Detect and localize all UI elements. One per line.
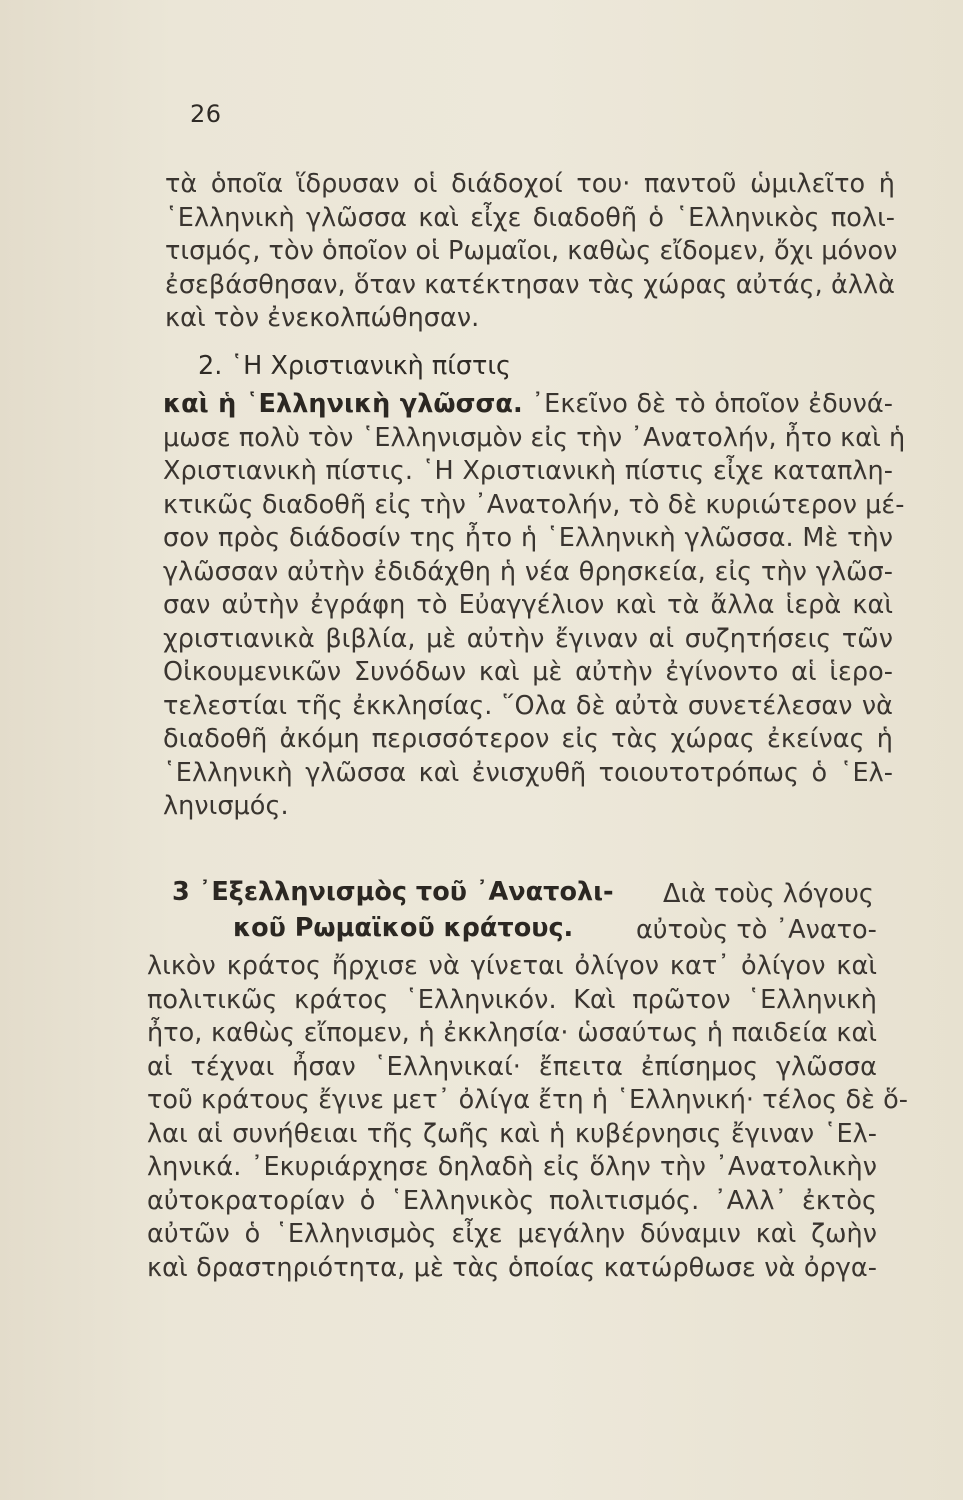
text-line: τὰ ὁποῖα ἵδρυσαν οἱ διάδοχοί του· παντοῦ ὡμιλεῖτο ἡ — [165, 169, 895, 199]
section-2-first-line-rest: ᾿Εκεῖνο δὲ τὸ ὁποῖον ἐδυνά- — [522, 389, 893, 419]
section-3-heading-line-1: 3 ᾿Εξελληνισμὸς τοῦ ᾿Ανατολι- — [172, 877, 614, 907]
text-line: χριστιανικὰ βιβλία, μὲ αὐτὴν ἔγιναν αἱ συζητήσεις τῶν — [163, 623, 893, 654]
section-3-body — [147, 950, 908, 1285]
text-line: καὶ δραστηριότητα, μὲ τὰς ὁποίας κατώρθωσε νὰ ὀργα- — [147, 1252, 877, 1283]
section-3-side-line-1: Διὰ τοὺς λόγους — [663, 879, 874, 909]
text-line: αἱ τέχναι ἦσαν ῾Ελληνικαί· ἔπειτα ἐπίσημος γλῶσσα — [147, 1051, 877, 1082]
text-line: αὐτοκρατορίαν ὁ ῾Ελληνικὸς πολιτισμός. ᾿Αλλ᾿ ἐκτὸς — [147, 1185, 877, 1216]
text-line: τισμός, τὸν ὁποῖον οἱ Ρωμαῖοι, καθὼς εἴδομεν, ὄχι μόνον — [165, 236, 898, 266]
section-2-heading-title: καὶ ἡ ῾Ελληνικὴ γλῶσσα. — [163, 389, 523, 419]
text-line: ληνισμός. — [163, 791, 289, 821]
text-line: τελεστίαι τῆς ἐκκλησίας. ῞Ολα δὲ αὐτὰ συνετέλεσαν νὰ — [163, 690, 893, 721]
text-line: Χριστιανικὴ πίστις. ῾Η Χριστιανικὴ πίστις εἶχε καταπλη- — [163, 456, 893, 486]
text-line: αὐτῶν ὁ ῾Ελληνισμὸς εἶχε μεγάλην δύναμιν καὶ ζωὴν — [147, 1219, 877, 1249]
section-2-heading-line-1: 2. ῾Η Χριστιανικὴ πίστις — [198, 351, 511, 381]
text-line: ῾Ελληνικὴ γλῶσσα καὶ ἐνισχυθῆ τοιουτοτρόπως ὁ ῾Ελ- — [163, 757, 893, 788]
text-line: τοῦ κράτους ἔγινε μετ᾿ ὀλίγα ἔτη ἡ ῾Ελληνική· τέλος δὲ ὅ- — [147, 1085, 908, 1115]
text-line: πολιτικῶς κράτος ῾Ελληνικόν. Καὶ πρῶτον ῾Ελληνικὴ — [147, 984, 877, 1015]
text-line: σαν αὐτὴν ἐγράφη τὸ Εὐαγγέλιον καὶ τὰ ἄλλα ἱερὰ καὶ — [163, 590, 893, 620]
text-line: ἦτο, καθὼς εἴπομεν, ἡ ἐκκλησία· ὡσαύτως ἡ παιδεία καὶ — [147, 1018, 877, 1048]
section-3-side-line-2: αὐτοὺς τὸ ᾿Ανατο- — [636, 915, 877, 945]
text-line: γλῶσσαν αὐτὴν ἐδιδάχθη ἡ νέα θρησκεία, εἰς τὴν γλῶσ- — [163, 556, 893, 587]
text-line: κτικῶς διαδοθῆ εἰς τὴν ᾿Ανατολήν, τὸ δὲ κυριώτερον μέ- — [163, 489, 905, 520]
text-line: ληνικά. ᾿Εκυριάρχησε δηλαδὴ εἰς ὅλην τὴν ᾿Ανατολικὴν — [147, 1152, 877, 1182]
text-line: σον πρὸς διάδοσίν της ἦτο ἡ ῾Ελληνικὴ γλῶσσα. Μὲ τὴν — [163, 523, 893, 553]
section-3-heading-line-2: κοῦ Ρωμαϊκοῦ κράτους. — [233, 913, 574, 943]
text-line: λαι αἱ συνήθειαι τῆς ζωῆς καὶ ἡ κυβέρνησις ἔγιναν ῾Ελ- — [147, 1118, 877, 1149]
section-2-heading-line-2 — [163, 388, 893, 422]
text-line: μωσε πολὺ τὸν ῾Ελληνισμὸν εἰς τὴν ᾿Ανατολήν, ἦτο καὶ ἡ — [163, 422, 906, 453]
text-line: Οἰκουμενικῶν Συνόδων καὶ μὲ αὐτὴν ἐγίνοντο αἱ ἱερο- — [163, 657, 893, 687]
page-number: 26 — [190, 100, 222, 128]
text-line: διαδοθῆ ἀκόμη περισσότερον εἰς τὰς χώρας ἐκείνας ἡ — [163, 724, 893, 754]
text-line: λικὸν κράτος ἤρχισε νὰ γίνεται ὀλίγον κατ᾿ ὀλίγον καὶ — [147, 951, 877, 981]
section-2-body — [163, 388, 906, 824]
text-line: καὶ τὸν ἐνεκολπώθησαν. — [165, 303, 480, 333]
text-line: ἐσεβάσθησαν, ὅταν κατέκτησαν τὰς χώρας αὐτάς, ἀλλὰ — [165, 269, 895, 300]
text-line: ῾Ελληνικὴ γλῶσσα καὶ εἶχε διαδοθῆ ὁ ῾Ελληνικὸς πολι- — [165, 202, 895, 233]
paragraph-1 — [165, 168, 898, 336]
